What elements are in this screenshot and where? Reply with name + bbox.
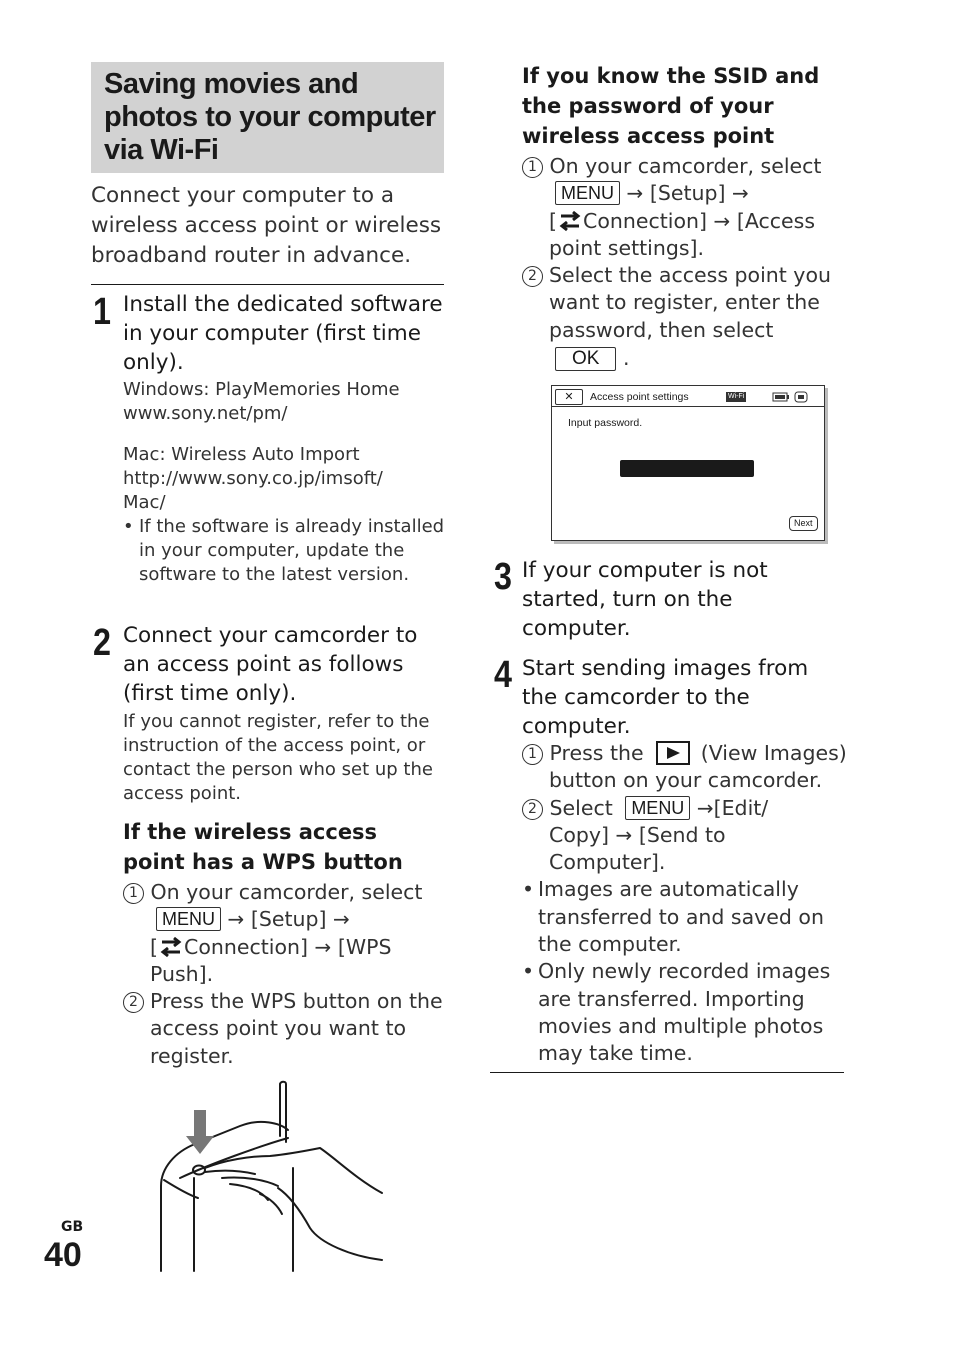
arrow-icon: → xyxy=(713,208,731,233)
wifi-icon: Wi-Fi xyxy=(728,393,745,400)
circled-number: 1 xyxy=(522,157,543,178)
step-4-heading: Start sending images from the camcorder to the computer. xyxy=(522,656,809,739)
screen-title: Access point settings xyxy=(590,391,689,403)
wps-press-illustration xyxy=(150,1078,390,1273)
step-4-substep-1: 1 Press the (View Images) xyxy=(522,740,847,767)
step-4-note-2: • Only newly recorded images are transferred. Importing movies and multiple photos may take time. xyxy=(522,958,847,1067)
battery-icon xyxy=(772,392,790,402)
ok-button-label: OK xyxy=(555,347,616,371)
ssid-step-1: 1 On your camcorder, select xyxy=(522,153,844,180)
arrow-icon: → xyxy=(696,795,714,820)
circled-number: 2 xyxy=(123,992,144,1013)
connection-icon xyxy=(158,936,184,958)
ssid-heading: If you know the SSID and the password of your wireless access point xyxy=(522,64,820,148)
section-title-box xyxy=(91,62,444,173)
language-code: GB xyxy=(61,1219,84,1235)
wps-heading: If the wireless access point has a WPS button xyxy=(123,820,403,874)
password-prompt: Input password. xyxy=(568,417,643,429)
circled-number: 2 xyxy=(522,266,543,287)
menu-button-label: MENU xyxy=(625,796,690,820)
mac-url: http://www.sony.co.jp/imsoft/ Mac/ xyxy=(123,468,383,513)
view-images-icon xyxy=(656,741,690,765)
connection-icon xyxy=(557,210,583,232)
step-1-heading: Install the dedicated software in your computer (first time only). xyxy=(123,292,443,375)
end-divider xyxy=(490,1072,844,1073)
menu-button-label: MENU xyxy=(156,907,221,931)
close-icon[interactable]: ✕ xyxy=(555,389,583,405)
arrow-icon: → xyxy=(626,181,644,206)
step-2-description: If you cannot register, refer to the instruction of the access point, or contact the person who set up the access point. xyxy=(123,711,433,804)
access-point-settings-screen xyxy=(551,385,825,541)
mac-software: Mac: Wireless Auto Import xyxy=(123,444,360,465)
next-button[interactable]: Next xyxy=(789,516,818,531)
arrow-icon: → xyxy=(333,907,350,932)
arrow-icon: → xyxy=(615,822,633,847)
step-2-heading: Connect your camcorder to an access point as follows (first time only). xyxy=(123,623,418,706)
ssid-step-2: 2 Select the access point you want to register, enter the password, then select xyxy=(522,262,844,344)
title-line-1: Saving movies and xyxy=(104,68,359,100)
step-4-note-1: • Images are automatically transferred to and saved on the computer. xyxy=(522,876,847,958)
circled-number: 1 xyxy=(522,744,543,765)
section-title xyxy=(104,68,439,167)
step-1-links xyxy=(123,378,445,587)
step-4-instructions: 1 Press the (View Images) button on your camcorder. 2 Select MENU →[Edit/ Copy] → [Send to Computer]. • Images are automatically transferred to and saved on the computer. • Only newly recorded images are transferred. Importing movies and multiple photos may take time. xyxy=(522,740,847,1068)
ssid-instructions: 1 On your camcorder, select MENU → [Setup] → [ Connection] → [Access point settings]. 2 Select the access point you want to register, enter the password, then select OK . xyxy=(522,153,844,372)
step-3-number: 3 xyxy=(494,556,512,598)
wps-step-1: 1 On your camcorder, select xyxy=(123,879,445,906)
windows-software: Windows: PlayMemories Home xyxy=(123,379,400,400)
step-1-note: • If the software is already installed in your computer, update the software to the latest version. xyxy=(123,515,445,587)
arrow-icon: → xyxy=(314,934,332,959)
wps-instructions: 1 On your camcorder, select MENU → [Setup] → [ Connection] → [WPS Push]. 2 Press the WPS button on the access point you want to register. xyxy=(123,879,445,1070)
step-2-number: 2 xyxy=(93,622,111,664)
wps-step-2: 2 Press the WPS button on the access point you want to register. xyxy=(123,988,445,1070)
section-divider xyxy=(91,284,444,285)
card-icon xyxy=(794,391,808,403)
arrow-icon: → xyxy=(732,181,749,206)
step-1-number: 1 xyxy=(93,291,111,333)
circled-number: 2 xyxy=(522,799,543,820)
arrow-icon: → xyxy=(227,907,245,932)
step-4-number: 4 xyxy=(494,654,512,696)
circled-number: 1 xyxy=(123,883,144,904)
step-4-substep-2: 2 Select MENU →[Edit/ xyxy=(522,795,847,822)
menu-button-label: MENU xyxy=(555,181,620,205)
intro-text: Connect your computer to a wireless access point or wireless broadband router in advance. xyxy=(91,183,442,268)
step-3-heading: If your computer is not started, turn on the computer. xyxy=(522,558,768,641)
windows-url: www.sony.net/pm/ xyxy=(123,403,288,424)
title-line-2: photos to your computer xyxy=(104,101,436,133)
password-field[interactable] xyxy=(620,460,754,477)
title-line-3: via Wi-Fi xyxy=(104,134,219,166)
page-number: 40 xyxy=(44,1236,82,1274)
